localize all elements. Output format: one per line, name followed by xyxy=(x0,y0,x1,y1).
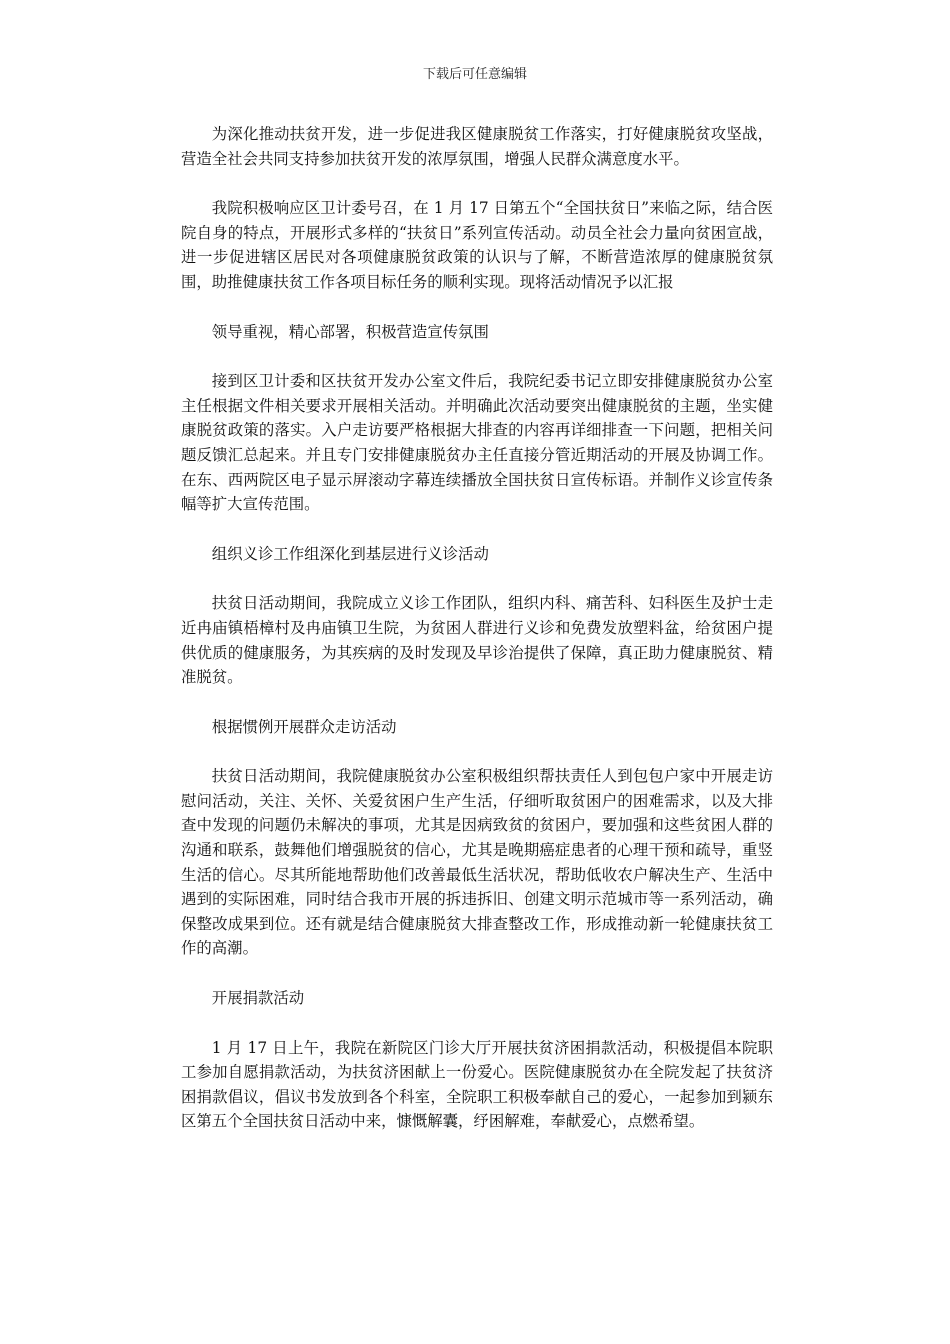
free-clinic-paragraph: 扶贫日活动期间，我院成立义诊工作团队，组织内科、痛苦科、妇科医生及护士走近冉庙镇梧樟村及冉庙镇卫生院，为贫困人群进行义诊和免费发放塑料盆，给贫困户提供优质的健康服务，为其疾病的及时发现及早诊治提供了保障，真正助力健康脱贫、精准脱贫。 xyxy=(181,594,773,687)
intro-paragraph: 为深化推动扶贫开发，进一步促进我区健康脱贫工作落实，打好健康脱贫攻坚战，营造全社会共同支持参加扶贫开发的浓厚氛围，增强人民群众满意度水平。 xyxy=(181,125,773,168)
section-heading-free-clinic: 组织义诊工作组深化到基层进行义诊活动 xyxy=(211,544,489,563)
overview-paragraph: 我院积极响应区卫计委号召，在 1 月 17 日第五个“全国扶贫日”来临之际，结合医院自身的特点，开展形式多样的“扶贫日”系列宣传活动。动员全社会力量向贫困宣战，进一步促进辖区居民对各项健康脱贫政策的认识与了解，不断营造浓厚的健康脱贫氛围，助推健康扶贫工作各项目标任务的顺利实现。现将活动情况予以汇报 xyxy=(181,199,773,291)
donation-paragraph: 1 月 17 日上午，我院在新院区门诊大厅开展扶贫济困捐款活动，积极提倡本院职工参加自愿捐款活动，为扶贫济困献上一份爱心。医院健康脱贫办在全院发起了扶贫济困捐款倡议，倡议书发放到各个科室，全院职工积极奉献自己的爱心，一起参加到颍东区第五个全国扶贫日活动中来，慷慨解囊，纾困解难，奉献爱心，点燃希望。 xyxy=(181,1038,773,1131)
leadership-paragraph: 接到区卫计委和区扶贫开发办公室文件后，我院纪委书记立即安排健康脱贫办公室主任根据文件相关要求开展相关活动。并明确此次活动要突出健康脱贫的主题，坐实健康脱贫政策的落实。入户走访要严格根据大排查的内容再详细排查一下问题，把相关问题反馈汇总起来。并且专门安排健康脱贫办主任直接分管近期活动的开展及协调工作。在东、西两院区电子显示屏滚动字幕连续播放全国扶贫日宣传标语。并制作义诊宣传条幅等扩大宣传范围。 xyxy=(181,372,773,514)
visits-paragraph: 扶贫日活动期间，我院健康脱贫办公室积极组织帮扶责任人到包包户家中开展走访慰问活动，关注、关怀、关爱贫困户生产生活，仔细听取贫困户的困难需求，以及大排查中发现的问题仍未解决的事项，尤其是因病致贫的贫困户，要加强和这些贫困人群的沟通和联系，鼓舞他们增强脱贫的信心，尤其是晚期癌症患者的心理干预和疏导，重竖生活的信心。尽其所能地帮助他们改善最低生活状况，帮助低收农户解决生产、生活中遇到的实际困难，同时结合我市开展的拆违拆旧、创建文明示范城市等一系列活动，确保整改成果到位。还有就是结合健康脱贫大排查整改工作，形成推动新一轮健康扶贫工作的高潮。 xyxy=(181,767,773,958)
document-body xyxy=(181,122,773,1159)
page-header-note: 下载后可任意编辑 xyxy=(422,67,527,82)
section-heading-visits: 根据惯例开展群众走访活动 xyxy=(211,717,397,736)
section-heading-donation: 开展捐款活动 xyxy=(211,989,305,1008)
section-heading-leadership: 领导重视，精心部署，积极营造宣传氛围 xyxy=(211,322,489,341)
